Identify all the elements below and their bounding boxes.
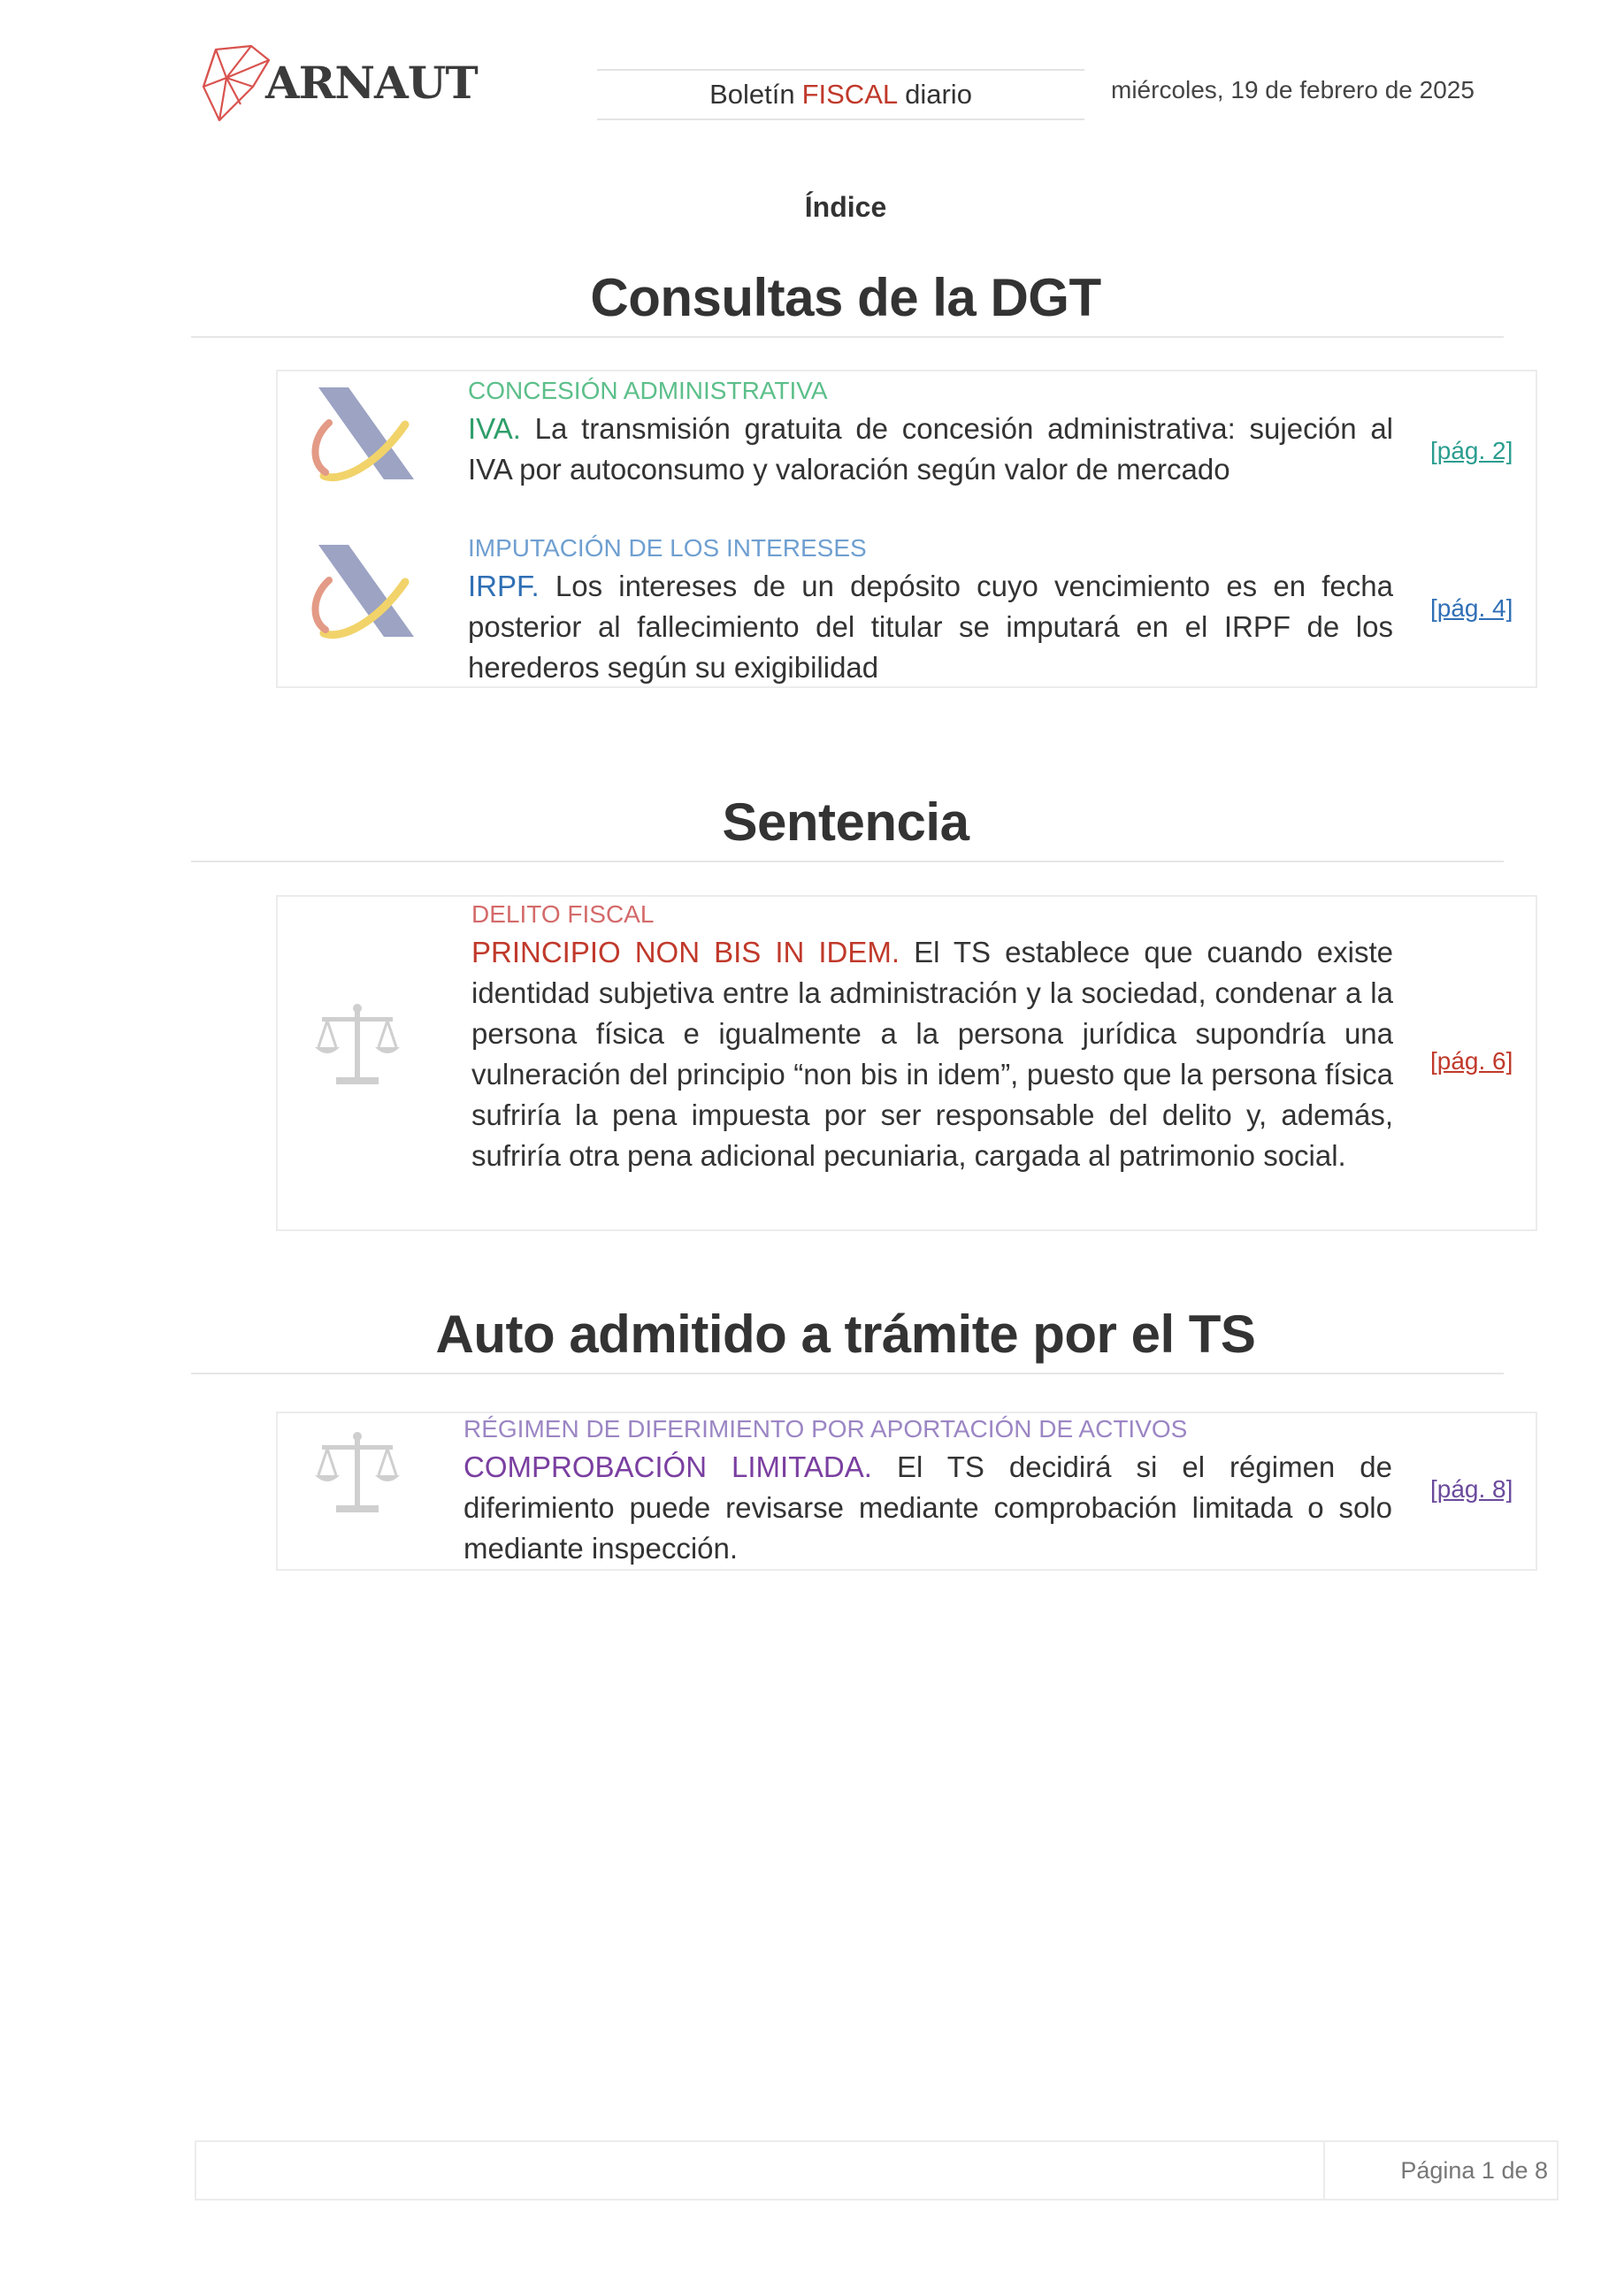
bulletin-prefix: Boletín (709, 79, 795, 110)
entry-text: El TS decidirá si el régimen de diferimiento puede revisarse mediante comprobación limitada o solo mediante inspección. (463, 1450, 1393, 1565)
entry-category: CONCESIÓN ADMINISTRATIVA (468, 377, 828, 404)
entry-text: Los intereses de un depósito cuyo vencimiento es en fecha posterior al fallecimiento del titular se imputará en el IRPF de los herederos según su exigibilidad (468, 570, 1393, 684)
entry-lead: IVA. (468, 412, 521, 445)
page-link[interactable]: [pág. 2] (1430, 437, 1513, 464)
entry-category: RÉGIMEN DE DIFERIMIENTO POR APORTACIÓN DE ACTIVOS (463, 1415, 1188, 1443)
entry-summary (463, 1447, 1392, 1569)
section-title-sentencia: Sentencia (722, 792, 969, 852)
entry-text: El TS establece que cuando existe identidad subjetiva entre la administración y la sociedad, condenar a la persona física e igualmente a la persona jurídica supondría una vulneración del principio “non bis in idem”, puesto que la persona física sufriría la pena impuesta por ser responsable del delito y, además, sufriría otra pena adicional pecuniaria, cargada al patrimonio social. (471, 936, 1393, 1172)
section-title-dgt: Consultas de la DGT (590, 268, 1101, 327)
index-title: Índice (804, 191, 887, 223)
section-divider (191, 861, 1504, 862)
logo-text: ARNAUT (265, 57, 478, 109)
page-link[interactable]: [pág. 4] (1430, 594, 1513, 622)
entry-lead: PRINCIPIO NON BIS IN IDEM. (471, 936, 900, 968)
bulletin-accent: FISCAL (801, 79, 899, 110)
page-link[interactable]: [pág. 8] (1430, 1475, 1513, 1503)
logo-geometric-icon (203, 46, 269, 120)
section-divider (191, 336, 1504, 338)
entry-summary (468, 409, 1393, 490)
bulletin-suffix: diario (905, 79, 972, 110)
entry-lead: IRPF. (468, 570, 540, 602)
page-link[interactable]: [pág. 6] (1430, 1047, 1513, 1075)
bulletin-title (597, 69, 1084, 120)
footer-separator (1323, 2140, 1325, 2200)
section-divider (191, 1373, 1504, 1374)
entry-lead: COMPROBACIÓN LIMITADA. (463, 1450, 872, 1483)
entry-text: La transmisión gratuita de concesión administrativa: sujeción al IVA por autoconsumo y valoración según valor de mercado (468, 412, 1394, 486)
entry-summary (468, 566, 1393, 688)
entry-summary (471, 932, 1393, 1176)
bulletin-date: miércoles, 19 de febrero de 2025 (1111, 76, 1475, 103)
tax-agency-logo-icon (306, 384, 419, 486)
section-title-auto: Auto admitido a trámite por el TS (435, 1305, 1256, 1364)
entry-category: IMPUTACIÓN DE LOS INTERESES (468, 534, 867, 562)
tax-agency-logo-icon (306, 541, 419, 644)
scales-of-justice-icon (313, 1429, 402, 1518)
entry-category: DELITO FISCAL (471, 900, 655, 928)
scales-of-justice-icon (313, 1001, 402, 1090)
page-number: Página 1 de 8 (1400, 2157, 1548, 2184)
